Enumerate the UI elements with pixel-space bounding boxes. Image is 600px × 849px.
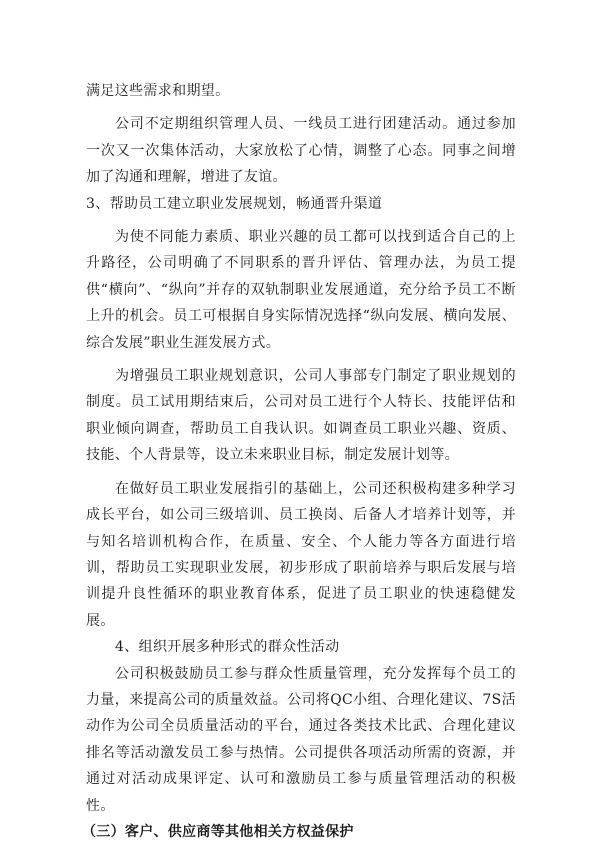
quality-activities-paragraph: 公司积极鼓励员工参与群众性质量管理，充分发挥每个员工的力量，来提高公司的质量效益。公司将QC小组、合理化建议、7S活动作为公司全员质量活动的平台，通过各类技术比武、合理化建议排名等活动激发员工参与热情。公司提供各项活动所需的资源，并通过对活动成果评定、认可和激励员工参与质量管理活动的积极性。 xyxy=(86,665,516,814)
paragraph-gap xyxy=(86,356,516,363)
career-planning-paragraph: 为增强员工职业规划意识，公司人事部专门制定了职业规划的制度。员工试用期结束后，公司对员工进行个人特长、技能评估和职业倾向调查，帮助员工自我认识。如调查员工职业兴趣、资质、技能、个人背景等，设立未来职业目标，制定发展计划等。 xyxy=(86,368,516,464)
paragraph-gap xyxy=(86,469,516,476)
career-paths-paragraph: 为使不同能力素质、职业兴趣的员工都可以找到适合自己的上升路径，公司明确了不同职系的晋升评估、管理办法，为员工提供“横向”、“纵向”并存的双轨制职业发展通道，充分给予员工不断上升的机会。员工可根据自身实际情况选择“纵向发展、横向发展、综合发展”职业生涯发展方式。 xyxy=(86,229,516,351)
training-paragraph: 在做好员工职业发展指引的基础上，公司还积极构建多种学习成长平台，如公司三级培训、员工换岗、后备人才培养计划等，并与知名培训机构合作，在质量、安全、个人能力等各方面进行培训，帮助员工实现职业发展，初步形成了职前培养与职后发展与培训提升良性循环的职业教育体系，促进了员工职业的快速稳健发展。 xyxy=(86,480,516,629)
paragraph-gap xyxy=(86,217,516,224)
heading-career-planning: 3、帮助员工建立职业发展规划，畅通晋升渠道 xyxy=(86,195,383,212)
heading-group-activities: 4、组织开展多种形式的群众性活动 xyxy=(115,639,340,656)
document-page xyxy=(82,78,516,845)
paragraph-gap xyxy=(86,104,516,111)
section-title-stakeholder-rights: （三）客户、供应商等其他相关方权益保护 xyxy=(82,823,354,840)
teambuilding-paragraph: 公司不定期组织管理人员、一线员工进行团建活动。通过参加一次又一次集体活动，大家放松了心情，调整了心态。同事之间增加了沟通和理解，增进了友谊。 xyxy=(86,116,516,186)
continuation-paragraph: 满足这些需求和期望。 xyxy=(86,83,230,99)
